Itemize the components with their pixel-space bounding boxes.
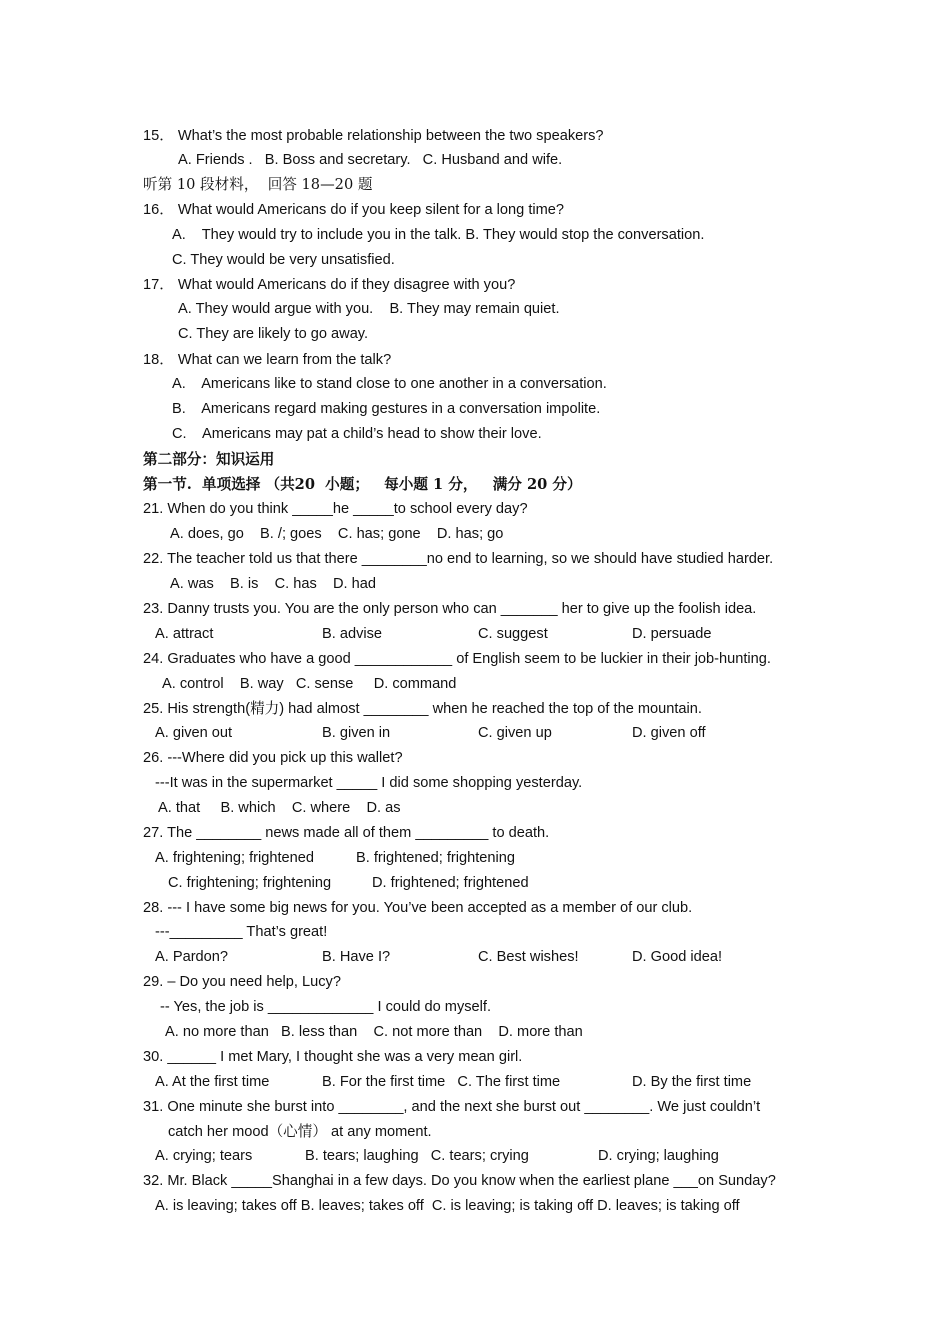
q31-question-cont: catch her mood（心情） at any moment. <box>168 1124 432 1140</box>
q23-option-a: A. attract <box>155 626 214 642</box>
q31-option-a: A. crying; tears <box>155 1148 253 1164</box>
q17-options-ab: A. They would argue with you. B. They may remain quiet. <box>178 301 560 317</box>
q23-question: 23. Danny trusts you. You are the only person who can _______ her to give up the foolish idea. <box>143 601 757 617</box>
q15-options: A. Friends . B. Boss and secretary. C. Husband and wife. <box>178 152 563 168</box>
q21-question: 21. When do you think _____he _____to school every day? <box>143 501 528 517</box>
q27-option-d: D. frightened; frightened <box>372 875 529 891</box>
q28-option-c: C. Best wishes! <box>478 949 579 965</box>
q16-option-c: C. They would be very unsatisfied. <box>172 252 395 268</box>
q26-options: A. that B. which C. where D. as <box>158 800 401 816</box>
q26-answer-line: ---It was in the supermarket _____ I did some shopping yesterday. <box>155 775 583 791</box>
q16-question: 16． What would Americans do if you keep silent for a long time? <box>143 202 565 218</box>
q27-option-b: B. frightened; frightening <box>356 850 516 866</box>
q18-option-b: B. Americans regard making gestures in a conversation impolite. <box>172 401 601 417</box>
q17-option-c: C. They are likely to go away. <box>178 326 369 342</box>
q30-question: 30. ______ I met Mary, I thought she was a very mean girl. <box>143 1049 523 1065</box>
q27-question: 27. The ________ news made all of them _________ to death. <box>143 825 550 841</box>
q21-options: A. does, go B. /; goes C. has; gone D. has; go <box>170 526 504 542</box>
q27-option-c: C. frightening; frightening <box>168 875 332 891</box>
part-two-heading: 第二部分：知识运用 <box>143 451 275 468</box>
q28-question: 28. --- I have some big news for you. You’ve been accepted as a member of our club. <box>143 900 693 916</box>
q29-options: A. no more than B. less than C. not more than D. more than <box>165 1024 583 1040</box>
q32-question: 32. Mr. Black _____Shanghai in a few days. Do you know when the earliest plane ___on Sunday? <box>143 1173 776 1189</box>
q28-option-b: B. Have I? <box>322 949 391 965</box>
q25-option-d: D. given off <box>632 725 706 741</box>
q25-question: 25. His strength(精力) had almost ________ when he reached the top of the mountain. <box>143 701 702 717</box>
q18-option-a: A. Americans like to stand close to one another in a conversation. <box>172 376 607 392</box>
q27-option-a: A. frightening; frightened <box>155 850 315 866</box>
section-instruction: 听第 10 段材料， 回答 18—20 题 <box>143 176 373 193</box>
q16-options-ab: A. They would try to include you in the talk. B. They would stop the conversation. <box>172 227 705 243</box>
q18-option-c: C. Americans may pat a child’s head to show their love. <box>172 426 542 442</box>
q28-option-a: A. Pardon? <box>155 949 229 965</box>
q31-option-bc: B. tears; laughing C. tears; crying <box>305 1148 529 1164</box>
q25-option-b: B. given in <box>322 725 391 741</box>
q31-option-d: D. crying; laughing <box>598 1148 719 1164</box>
q26-question: 26. ---Where did you pick up this wallet? <box>143 750 403 766</box>
q30-option-a: A. At the first time <box>155 1074 270 1090</box>
q23-option-b: B. advise <box>322 626 383 642</box>
q29-question: 29. – Do you need help, Lucy? <box>143 974 341 990</box>
q30-option-d: D. By the first time <box>632 1074 752 1090</box>
section-one-heading: 第一节. 单项选择 （共20 小题； 每小题 1 分， 满分 20 分） <box>143 476 582 493</box>
q15-question: 15． What’s the most probable relationship between the two speakers? <box>143 128 604 144</box>
q22-question: 22. The teacher told us that there ________no end to learning, so we should have studied harder. <box>143 551 774 567</box>
q24-options: A. control B. way C. sense D. command <box>162 676 457 692</box>
q32-options: A. is leaving; takes off B. leaves; takes off C. is leaving; is taking off D. leaves; is taking off <box>155 1198 740 1214</box>
q28-option-d: D. Good idea! <box>632 949 723 965</box>
q25-option-c: C. given up <box>478 725 552 741</box>
q30-option-bc: B. For the first time C. The first time <box>322 1074 561 1090</box>
q22-options: A. was B. is C. has D. had <box>170 576 377 592</box>
q17-question: 17． What would Americans do if they disagree with you? <box>143 277 516 293</box>
q24-question: 24. Graduates who have a good ____________ of English seem to be luckier in their job-hunting. <box>143 651 771 667</box>
q31-question: 31. One minute she burst into ________, and the next she burst out ________. We just couldn’t <box>143 1099 761 1115</box>
q18-question: 18． What can we learn from the talk? <box>143 352 392 368</box>
q23-option-c: C. suggest <box>478 626 548 642</box>
q29-answer-line: -- Yes, the job is _____________ I could do myself. <box>160 999 492 1015</box>
q25-option-a: A. given out <box>155 725 233 741</box>
q28-answer-line: ---_________ That’s great! <box>155 924 328 940</box>
q23-option-d: D. persuade <box>632 626 712 642</box>
